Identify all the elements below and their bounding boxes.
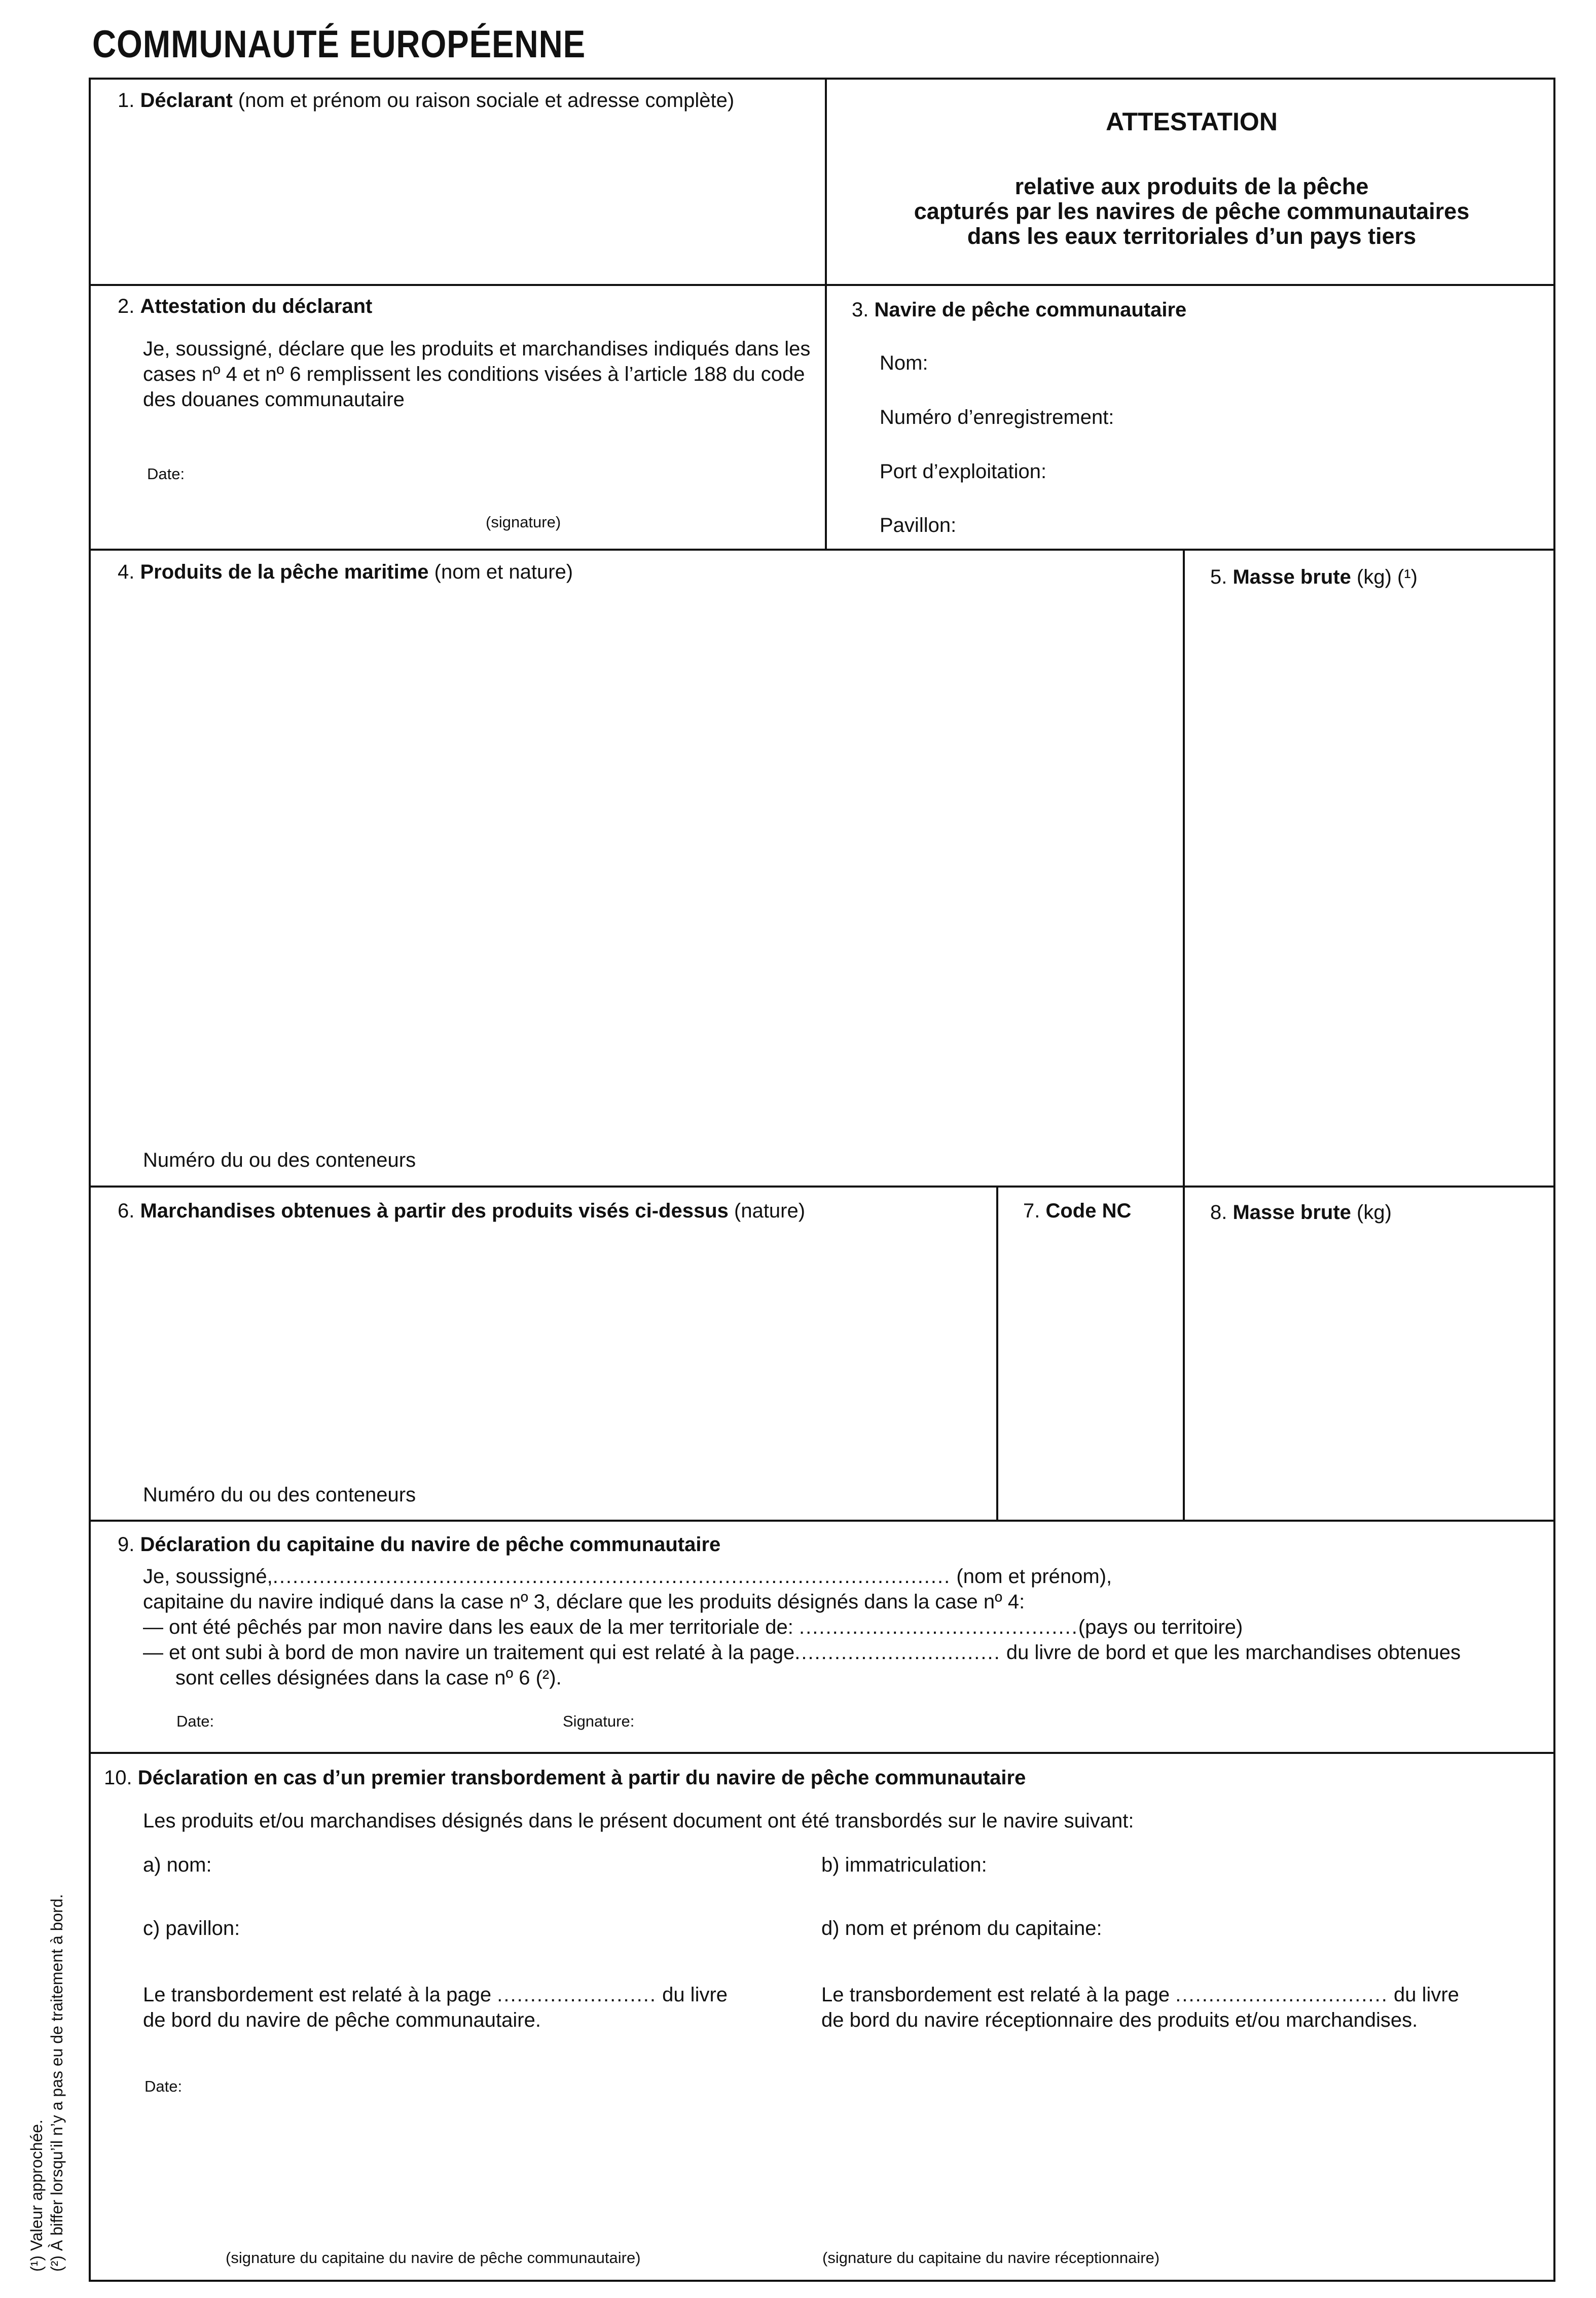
attestation-line3: dans les eaux territoriales d’un pays tiers bbox=[967, 223, 1417, 249]
box9-line3-start: — ont été pêchés par mon navire dans les eaux de la mer territoriale de: bbox=[143, 1616, 793, 1638]
box10-left-line1 bbox=[143, 1982, 728, 2008]
box2-label: Attestation du déclarant bbox=[140, 295, 373, 317]
box4-containers-label: Numéro du ou des conteneurs bbox=[143, 1149, 416, 1171]
box1-description: (nom et prénom ou raison sociale et adresse complète) bbox=[238, 89, 735, 112]
box9-heading bbox=[118, 1531, 720, 1558]
box1-number: 1. bbox=[118, 89, 135, 112]
footnotes-rotated bbox=[26, 1894, 67, 2272]
box3-heading bbox=[852, 297, 1186, 323]
footnote-2: (²) À biffer lorsqu’il n’y a pas eu de traitement à bord. bbox=[48, 1894, 66, 2272]
box10-field-a: a) nom: bbox=[143, 1854, 212, 1876]
box9-line5: sont celles désignées dans la case nº 6 (²). bbox=[175, 1667, 562, 1689]
box2-heading bbox=[118, 293, 372, 319]
box4-heading bbox=[118, 559, 573, 585]
divider-col-box5 bbox=[1183, 549, 1185, 1520]
divider-row2 bbox=[89, 549, 1555, 551]
box7-heading bbox=[1023, 1198, 1131, 1224]
box10-right-page-dotted-field[interactable]: ................................ bbox=[1175, 1984, 1388, 2006]
box9-line4 bbox=[143, 1639, 1461, 1666]
box9-page-dotted-field[interactable]: ............................... bbox=[794, 1641, 1001, 1664]
box2-text-line3: des douanes communautaire bbox=[143, 388, 405, 411]
box7-label: Code NC bbox=[1045, 1200, 1132, 1222]
box9-line1-start: Je, soussigné, bbox=[143, 1565, 273, 1588]
box1-heading bbox=[118, 87, 734, 114]
box3-port-label: Port d’exploitation: bbox=[880, 460, 1047, 483]
box6-containers-label: Numéro du ou des conteneurs bbox=[143, 1484, 416, 1506]
box10-date-label: Date: bbox=[144, 2077, 183, 2095]
divider-row4 bbox=[89, 1520, 1555, 1522]
box9-line4-end: du livre de bord et que les marchandises obtenues bbox=[1006, 1641, 1461, 1664]
box3-label: Navire de pêche communautaire bbox=[874, 299, 1187, 321]
box5-label: Masse brute bbox=[1232, 566, 1351, 588]
box9-line1 bbox=[143, 1563, 1112, 1590]
attestation-line2: capturés par les navires de pêche communautaires bbox=[914, 198, 1470, 224]
box10-left-line2: de bord du navire de pêche communautaire. bbox=[143, 2009, 541, 2031]
box10-left-page-dotted-field[interactable]: ........................ bbox=[497, 1984, 657, 2006]
box6-description: (nature) bbox=[734, 1200, 806, 1222]
box2-text-line1: Je, soussigné, déclare que les produits et marchandises indiqués dans les bbox=[143, 338, 811, 360]
box10-signature-left: (signature du capitaine du navire de pêche communautaire) bbox=[226, 2249, 641, 2267]
box10-field-c: c) pavillon: bbox=[143, 1917, 240, 1940]
box9-signature-label: Signature: bbox=[563, 1712, 635, 1730]
box7-number: 7. bbox=[1023, 1200, 1040, 1222]
box10-signature-right: (signature du capitaine du navire réceptionnaire) bbox=[822, 2249, 1160, 2267]
box9-label: Déclaration du capitaine du navire de pêche communautaire bbox=[140, 1533, 721, 1556]
box10-label: Déclaration en cas d’un premier transbordement à partir du navire de pêche communautaire bbox=[137, 1767, 1026, 1789]
box6-number: 6. bbox=[118, 1200, 135, 1222]
box4-label: Produits de la pêche maritime bbox=[140, 561, 429, 583]
box6-heading bbox=[118, 1198, 805, 1224]
box4-description: (nom et nature) bbox=[434, 561, 573, 583]
box3-numero-label: Numéro d’enregistrement: bbox=[880, 406, 1114, 428]
box6-label: Marchandises obtenues à partir des produits visés ci-dessus bbox=[140, 1200, 729, 1222]
box1-label: Déclarant bbox=[140, 89, 233, 112]
box9-line4-start: — et ont subi à bord de mon navire un traitement qui est relaté à la page bbox=[143, 1641, 795, 1664]
box10-intro: Les produits et/ou marchandises désignés dans le présent document ont été transbordés sur le navire suivant: bbox=[143, 1810, 1134, 1832]
box5-description: (kg) (¹) bbox=[1357, 566, 1418, 588]
divider-col-box7 bbox=[996, 1186, 998, 1520]
box2-number: 2. bbox=[118, 295, 135, 317]
box9-name-dotted-field[interactable]: ...................................................................................................... bbox=[272, 1565, 951, 1588]
box3-nom-label: Nom: bbox=[880, 352, 928, 374]
box9-line3 bbox=[143, 1614, 1243, 1640]
box8-description: (kg) bbox=[1357, 1201, 1392, 1224]
box9-number: 9. bbox=[118, 1533, 135, 1556]
divider-row5 bbox=[89, 1752, 1555, 1754]
divider-row1 bbox=[89, 284, 1555, 286]
box2-signature-label: (signature) bbox=[486, 513, 561, 531]
box10-left-line1-end: du livre bbox=[662, 1984, 728, 2006]
box10-right-line1 bbox=[821, 1982, 1459, 2008]
box10-field-b: b) immatriculation: bbox=[821, 1854, 987, 1876]
box10-heading bbox=[104, 1765, 1026, 1791]
box10-right-line1-end: du livre bbox=[1393, 1984, 1459, 2006]
box8-number: 8. bbox=[1210, 1201, 1227, 1224]
divider-row3 bbox=[89, 1186, 1555, 1188]
box5-heading bbox=[1210, 564, 1418, 590]
box9-line3-end: (pays ou territoire) bbox=[1078, 1616, 1243, 1638]
box10-number: 10. bbox=[104, 1767, 132, 1789]
box9-territory-dotted-field[interactable]: .......................................... bbox=[799, 1616, 1078, 1638]
footnote-1: (¹) Valeur approchée. bbox=[27, 2120, 46, 2272]
attestation-title: ATTESTATION bbox=[1106, 107, 1278, 136]
box9-date-label: Date: bbox=[176, 1712, 214, 1730]
box10-right-line2: de bord du navire réceptionnaire des produits et/ou marchandises. bbox=[821, 2009, 1418, 2031]
box10-left-line1-start: Le transbordement est relaté à la page bbox=[143, 1984, 492, 2006]
attestation-line1: relative aux produits de la pêche bbox=[1014, 173, 1369, 199]
box9-line2: capitaine du navire indiqué dans la case nº 3, déclare que les produits désignés dans la case nº 4: bbox=[143, 1591, 1025, 1613]
box4-number: 4. bbox=[118, 561, 135, 583]
page-title: COMMUNAUTÉ EUROPÉENNE bbox=[92, 23, 586, 66]
box9-line1-end: (nom et prénom), bbox=[956, 1565, 1112, 1588]
box3-number: 3. bbox=[852, 299, 869, 321]
box5-number: 5. bbox=[1210, 566, 1227, 588]
box10-right-line1-start: Le transbordement est relaté à la page bbox=[821, 1984, 1170, 2006]
box10-field-d: d) nom et prénom du capitaine: bbox=[821, 1917, 1102, 1940]
box3-pavillon-label: Pavillon: bbox=[880, 514, 957, 536]
box2-text-line2: cases nº 4 et nº 6 remplissent les conditions visées à l’article 188 du code bbox=[143, 363, 805, 385]
box8-label: Masse brute bbox=[1232, 1201, 1351, 1224]
divider-col-top bbox=[825, 78, 827, 549]
box8-heading bbox=[1210, 1199, 1392, 1226]
box2-date-label: Date: bbox=[147, 465, 185, 483]
